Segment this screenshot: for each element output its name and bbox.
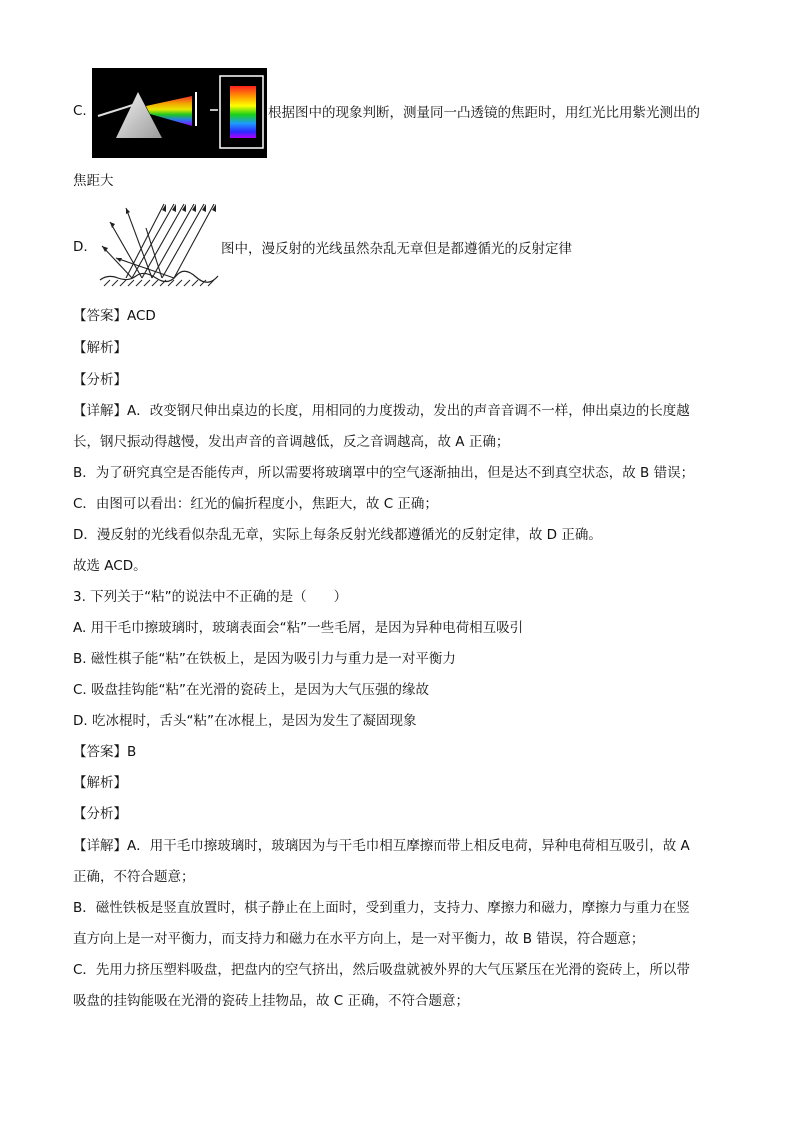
q3-answer: 【答案】B bbox=[73, 744, 137, 760]
q2-analysis-header: 【解析】 bbox=[73, 340, 127, 356]
option-c-label: C. bbox=[73, 103, 87, 119]
q3-detail-line-5: C．先用力挤压塑料吸盘，把盘内的空气挤出，然后吸盘就被外界的大气压紧压在光滑的瓷砖上，所以带 bbox=[73, 962, 690, 978]
q3-detail-line-2: 正确，不符合题意； bbox=[73, 869, 195, 885]
q3-analysis-header: 【解析】 bbox=[73, 775, 127, 791]
q2-detail-line-5: D．漫反射的光线看似杂乱无章，实际上每条反射光线都遵循光的反射定律，故 D 正确。 bbox=[73, 527, 602, 543]
option-c-text: 根据图中的现象判断，测量同一凸透镜的焦距时，用红光比用紫光测出的 bbox=[268, 105, 700, 121]
q3-detail-line-6: 吸盘的挂钩能吸在光滑的瓷砖上挂物品，故 C 正确，不符合题意； bbox=[73, 993, 470, 1009]
q3-fenxi-header: 【分析】 bbox=[73, 806, 127, 822]
q2-detail-line-4: C．由图可以看出：红光的偏折程度小，焦距大，故 C 正确； bbox=[73, 496, 438, 512]
q3-option-b: B. 磁性棋子能“粘”在铁板上，是因为吸引力与重力是一对平衡力 bbox=[73, 651, 456, 667]
q2-conclusion: 故选 ACD。 bbox=[73, 558, 147, 574]
option-d-label: D. bbox=[73, 239, 88, 255]
q3-detail-line-3: B．磁性铁板是竖直放置时，棋子静止在上面时，受到重力，支持力、摩擦力和磁力，摩擦力与重力在竖 bbox=[73, 900, 690, 916]
q2-detail-line-2: 长，钢尺振动得越慢，发出声音的音调越低，反之音调越高，故 A 正确； bbox=[73, 434, 510, 450]
q3-stem: 3. 下列关于“粘”的说法中不正确的是（ ） bbox=[73, 589, 348, 605]
q2-fenxi-header: 【分析】 bbox=[73, 372, 127, 388]
diffuse-reflection-figure bbox=[96, 198, 220, 294]
prism-dispersion-figure bbox=[92, 68, 267, 158]
q2-detail-line-1: 【详解】A．改变钢尺伸出桌边的长度，用相同的力度拨动，发出的声音音调不一样，伸出桌边的长度越 bbox=[73, 403, 690, 419]
diffuse-reflection-icon bbox=[96, 198, 220, 294]
q3-detail-line-1: 【详解】A．用干毛巾擦玻璃时，玻璃因为与干毛巾相互摩擦而带上相反电荷，异种电荷相互吸引，故 A bbox=[73, 838, 690, 854]
q3-option-c: C. 吸盘挂钩能“粘”在光滑的瓷砖上，是因为大气压强的缘故 bbox=[73, 682, 429, 698]
q2-detail-line-3: B．为了研究真空是否能传声，所以需要将玻璃罩中的空气逐渐抽出，但是达不到真空状态，故 B 错误； bbox=[73, 465, 695, 481]
q3-option-d: D. 吃冰棍时，舌头“粘”在冰棍上，是因为发生了凝固现象 bbox=[73, 713, 417, 729]
q3-option-a: A. 用干毛巾擦玻璃时，玻璃表面会“粘”一些毛屑，是因为异种电荷相互吸引 bbox=[73, 620, 524, 636]
q3-detail-line-4: 直方向上是一对平衡力，而支持力和磁力在水平方向上，是一对平衡力，故 B 错误，符合题意； bbox=[73, 931, 645, 947]
prism-dispersion-icon bbox=[92, 68, 267, 158]
option-c-text-continued: 焦距大 bbox=[73, 173, 114, 189]
option-d-text: 图中，漫反射的光线虽然杂乱无章但是都遵循光的反射定律 bbox=[221, 241, 572, 257]
q2-answer: 【答案】ACD bbox=[73, 308, 156, 324]
